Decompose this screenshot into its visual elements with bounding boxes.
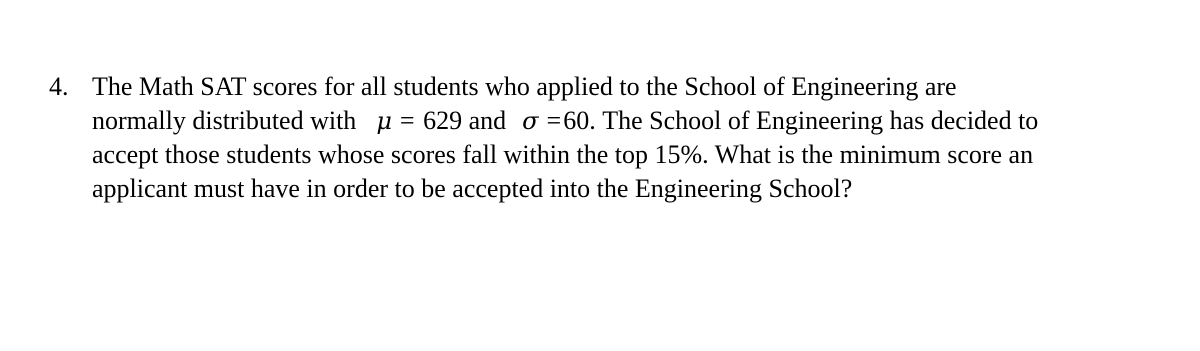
sigma-symbol: σ: [522, 107, 539, 135]
problem-text-line-4: applicant must have in order to be accepted into the Engineering School?: [92, 174, 853, 203]
mu-value: 629 and: [423, 106, 507, 135]
problem-text-line-1: The Math SAT scores for all students who applied to the School of Engineering are: [92, 72, 957, 101]
problem-line-1: [49, 70, 1159, 104]
sigma-equals: =: [546, 106, 562, 135]
problem-line-3: [49, 138, 1159, 172]
problem-line-2: [49, 104, 1159, 138]
sigma-value: 60. The School of Engineering has decided to: [563, 106, 1039, 135]
problem-line-4: [49, 172, 1159, 206]
problem-text-line-2: [92, 104, 1159, 138]
problem-text-line-3: accept those students whose scores fall within the top 15%. What is the minimum score an: [92, 140, 1034, 169]
mu-equals: =: [399, 106, 415, 135]
problem-number: 4.: [49, 72, 69, 101]
problem-4: [49, 70, 1159, 206]
line2-prefix: normally distributed with: [92, 106, 357, 135]
mu-symbol: μ: [376, 107, 392, 135]
